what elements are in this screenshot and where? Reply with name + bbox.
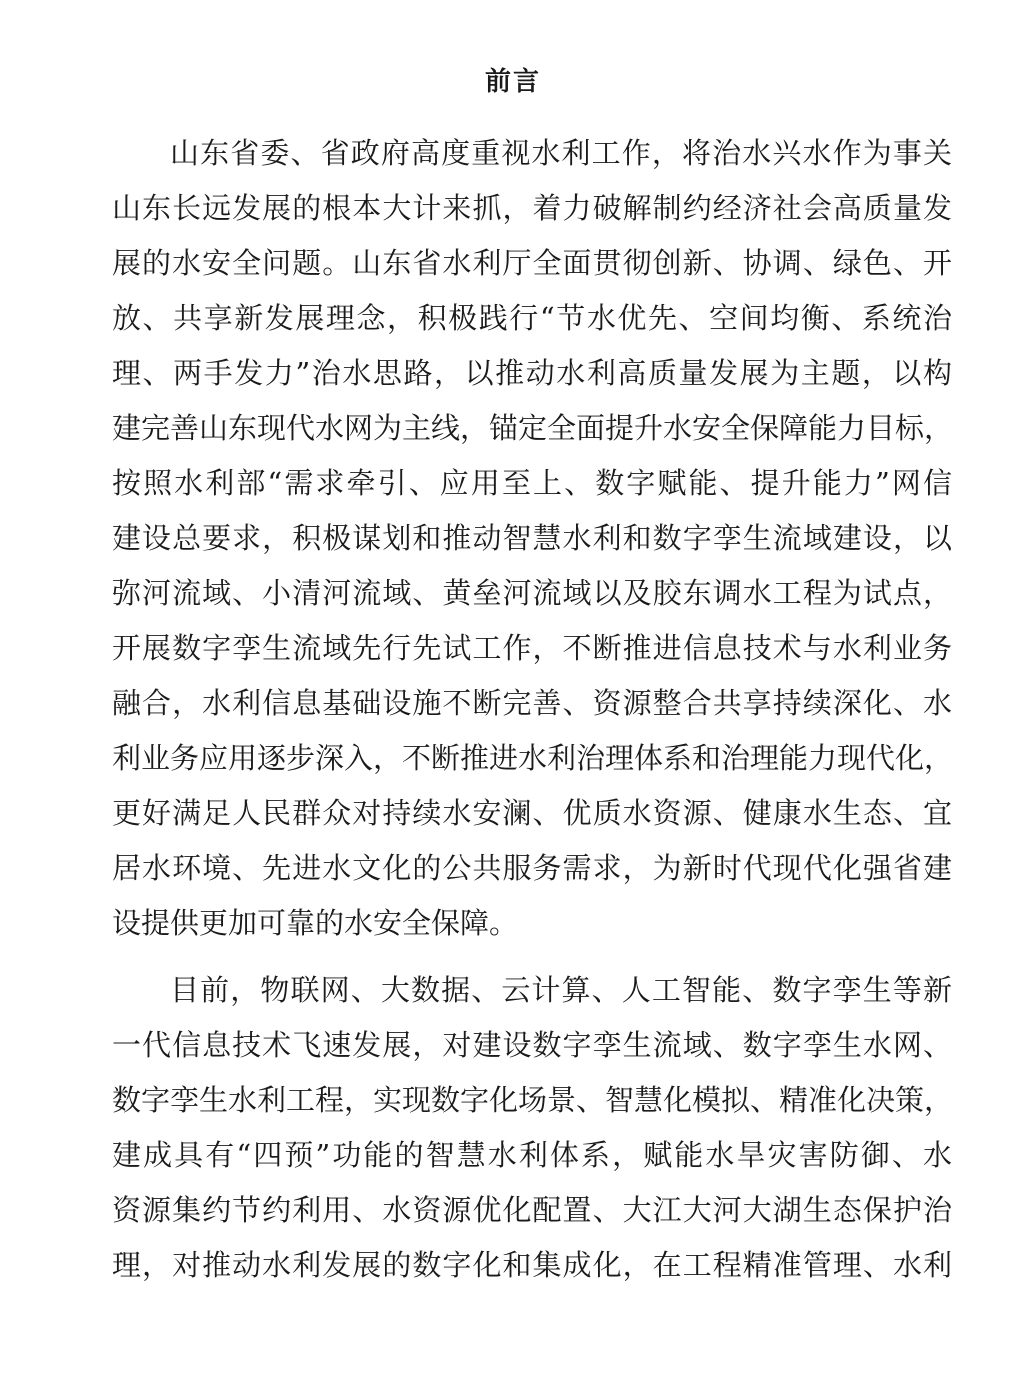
paragraph-1-line: 展的水安全问题。山东省水利厅全面贯彻创新、协调、绿色、开: [112, 246, 952, 280]
paragraph-1-line: 融合，水利信息基础设施不断完善、资源整合共享持续深化、水: [112, 686, 952, 720]
paragraph-1-line: 更好满足人民群众对持续水安澜、优质水资源、健康水生态、宜: [112, 796, 952, 830]
paragraph-2-line: 数字孪生水利工程，实现数字化场景、智慧化模拟、精准化决策，: [112, 1083, 954, 1117]
paragraph-2-line: 建成具有“四预”功能的智慧水利体系，赋能水旱灾害防御、水: [112, 1138, 952, 1172]
paragraph-2-line: 目前，物联网、大数据、云计算、人工智能、数字孪生等新: [170, 973, 952, 1007]
paragraph-1-line: 建设总要求，积极谋划和推动智慧水利和数字孪生流域建设，以: [112, 521, 952, 555]
page-title: 前言: [484, 67, 541, 97]
paragraph-1-line: 按照水利部“需求牵引、应用至上、数字赋能、提升能力”网信: [112, 466, 952, 500]
paragraph-1-line: 放、共享新发展理念，积极践行“节水优先、空间均衡、系统治: [112, 301, 952, 335]
paragraph-1-line: 山东省委、省政府高度重视水利工作，将治水兴水作为事关: [170, 136, 952, 170]
paragraph-1-line: 建完善山东现代水网为主线，锚定全面提升水安全保障能力目标，: [112, 411, 954, 445]
paragraph-1-line: 居水环境、先进水文化的公共服务需求，为新时代现代化强省建: [112, 851, 952, 885]
paragraph-2-line: 一代信息技术飞速发展，对建设数字孪生流域、数字孪生水网、: [112, 1028, 952, 1062]
paragraph-1-line: 设提供更加可靠的水安全保障。: [112, 906, 519, 940]
paragraph-1-line: 山东长远发展的根本大计来抓，着力破解制约经济社会高质量发: [112, 191, 952, 225]
paragraph-1-line: 理、两手发力”治水思路，以推动水利高质量发展为主题，以构: [112, 356, 952, 390]
paragraph-2-line: 资源集约节约利用、水资源优化配置、大江大河大湖生态保护治: [112, 1193, 952, 1227]
paragraph-1-line: 利业务应用逐步深入，不断推进水利治理体系和治理能力现代化，: [112, 741, 954, 775]
paragraph-1-line: 弥河流域、小清河流域、黄垒河流域以及胶东调水工程为试点，: [112, 576, 952, 610]
paragraph-2-line: 理，对推动水利发展的数字化和集成化，在工程精准管理、水利: [112, 1248, 952, 1282]
paragraph-1-line: 开展数字孪生流域先行先试工作，不断推进信息技术与水利业务: [112, 631, 952, 665]
